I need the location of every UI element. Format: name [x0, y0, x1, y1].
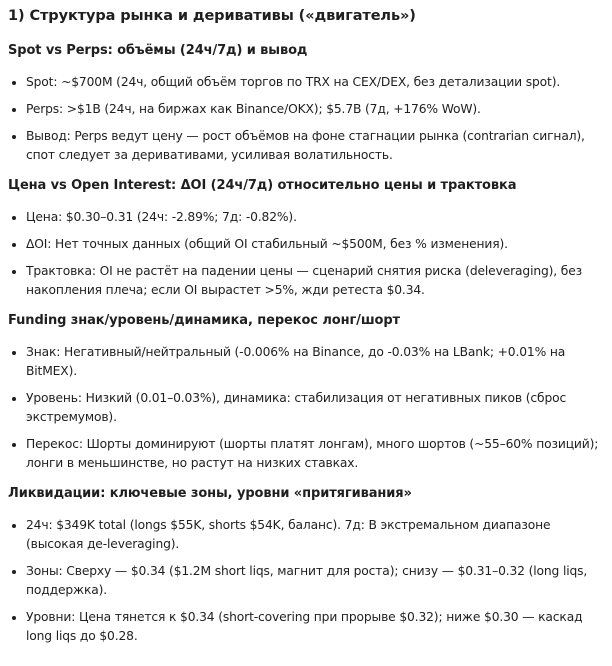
- list-item: Уровень: Низкий (0.01–0.03%), динамика: стабилизация от негативных пиков (сброс экстремумов).: [8, 389, 600, 427]
- list-item: Spot: ~$700M (24ч, общий объём торгов по TRX на CEX/DEX, без детализации spot).: [8, 73, 600, 92]
- list-item: Зоны: Сверху — $0.34 ($1.2M short liqs, магнит для роста); снизу — $0.31–0.32 (long liqs, поддержка).: [8, 562, 600, 600]
- document-title: 1) Структура рынка и деривативы («двигатель»): [8, 8, 416, 24]
- list-item: Трактовка: OI не растёт на падении цены — сценарий снятия риска (deleveraging), без накопления плеча; если OI вырастет >5%, жди ретеста $0.34.: [8, 262, 600, 300]
- list-item: Знак: Негативный/нейтральный (-0.006% на Binance, до -0.03% на LBank; +0.01% на BitMEX).: [8, 343, 600, 381]
- section-funding: [8, 312, 600, 473]
- bullet-list: [8, 343, 600, 473]
- bullet-list: [8, 208, 600, 300]
- section-heading: Funding знак/уровень/динамика, перекос лонг/шорт: [8, 313, 400, 328]
- list-item: Цена: $0.30–0.31 (24ч: -2.89%; 7д: -0.82%).: [8, 208, 600, 227]
- section-heading: Ликвидации: ключевые зоны, уровни «притягивания»: [8, 486, 412, 501]
- section-heading: Spot vs Perps: объёмы (24ч/7д) и вывод: [8, 43, 308, 58]
- list-item: Вывод: Perps ведут цену — рост объёмов на фоне стагнации рынка (contrarian сигнал), спот следует за деривативами, усиливая волатильность.: [8, 127, 600, 165]
- section-spot-vs-perps: [8, 42, 600, 165]
- list-item: Перекос: Шорты доминируют (шорты платят лонгам), много шортов (~55–60% позиций); лонги в меньшинстве, но растут на низких ставках.: [8, 435, 600, 473]
- section-liquidations: [8, 485, 600, 646]
- list-item: Уровни: Цена тянется к $0.34 (short-covering при прорыве $0.32); ниже $0.30 — каскад long liqs до $0.28.: [8, 608, 600, 646]
- bullet-list: [8, 73, 600, 165]
- section-price-vs-oi: [8, 177, 600, 300]
- bullet-list: [8, 516, 600, 646]
- list-item: 24ч: $349K total (longs $55K, shorts $54K, баланс). 7д: В экстремальном диапазоне (высокая де-leveraging).: [8, 516, 600, 554]
- list-item: ΔOI: Нет точных данных (общий OI стабильный ~$500M, без % изменения).: [8, 235, 600, 254]
- list-item: Perps: >$1B (24ч, на биржах как Binance/OKX); $5.7B (7д, +176% WoW).: [8, 100, 600, 119]
- section-heading: Цена vs Open Interest: ΔOI (24ч/7д) относительно цены и трактовка: [8, 178, 517, 193]
